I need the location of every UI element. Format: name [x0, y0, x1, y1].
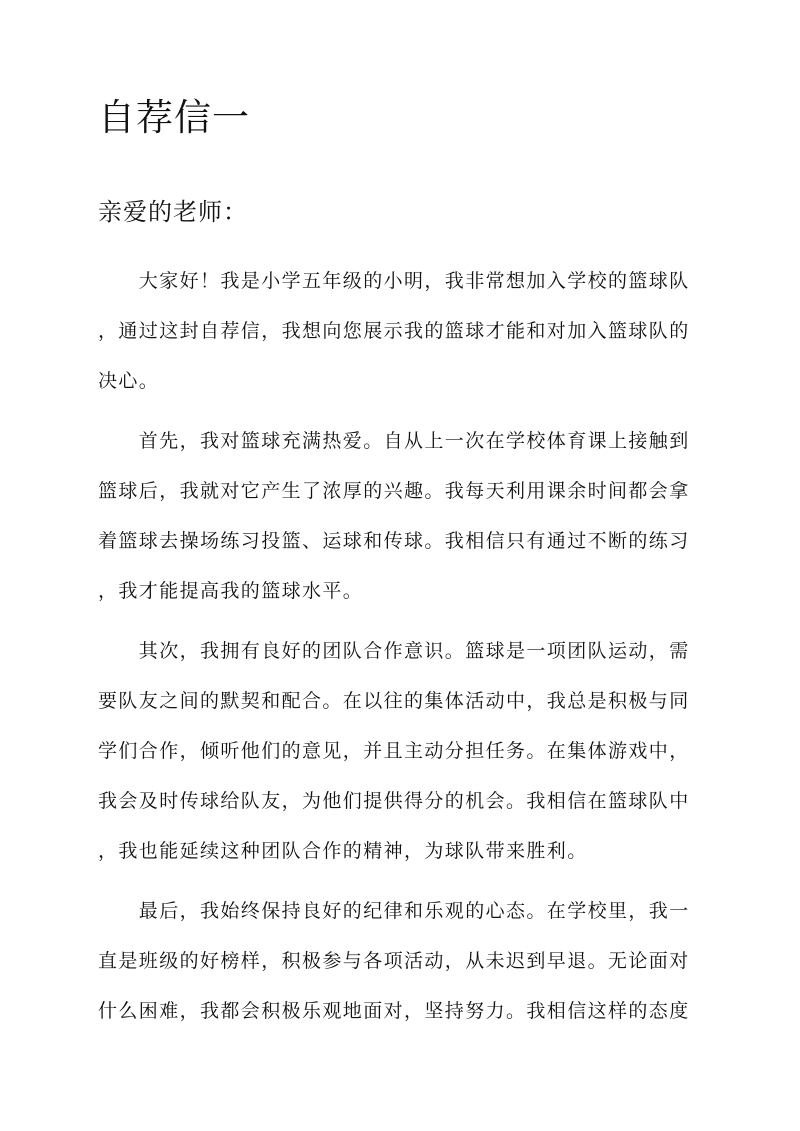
body-line: 篮球后，我就对它产生了浓厚的兴趣。我每天利用课余时间都会拿 — [98, 480, 690, 502]
body-line: ，我也能延续这种团队合作的精神，为球队带来胜利。 — [98, 840, 588, 862]
body-line: 大家好！我是小学五年级的小明，我非常想加入学校的篮球队 — [98, 270, 690, 292]
body-line: 什么困难，我都会积极乐观地面对，坚持努力。我相信这样的态度 — [98, 1000, 690, 1022]
body-line: 要队友之间的默契和配合。在以往的集体活动中，我总是积极与同 — [98, 690, 690, 712]
body-line: ，我才能提高我的篮球水平。 — [98, 580, 364, 602]
body-line: 直是班级的好榜样，积极参与各项活动，从未迟到早退。无论面对 — [98, 950, 690, 972]
body-line: 着篮球去操场练习投篮、运球和传球。我相信只有通过不断的练习 — [98, 530, 690, 552]
body-line: 我会及时传球给队友，为他们提供得分的机会。我相信在篮球队中 — [98, 790, 690, 812]
body-line: ，通过这封自荐信，我想向您展示我的篮球才能和对加入篮球队的 — [98, 320, 690, 342]
document-title: 自荐信一 — [98, 96, 250, 139]
body-line: 最后，我始终保持良好的纪律和乐观的心态。在学校里，我一 — [98, 900, 690, 922]
body-line: 其次，我拥有良好的团队合作意识。篮球是一项团队运动，需 — [98, 640, 690, 662]
body-line: 决心。 — [98, 370, 160, 392]
body-line: 首先，我对篮球充满热爱。自从上一次在学校体育课上接触到 — [98, 430, 690, 452]
body-line: 学们合作，倾听他们的意见，并且主动分担任务。在集体游戏中， — [98, 740, 690, 762]
salutation: 亲爱的老师： — [98, 198, 248, 226]
